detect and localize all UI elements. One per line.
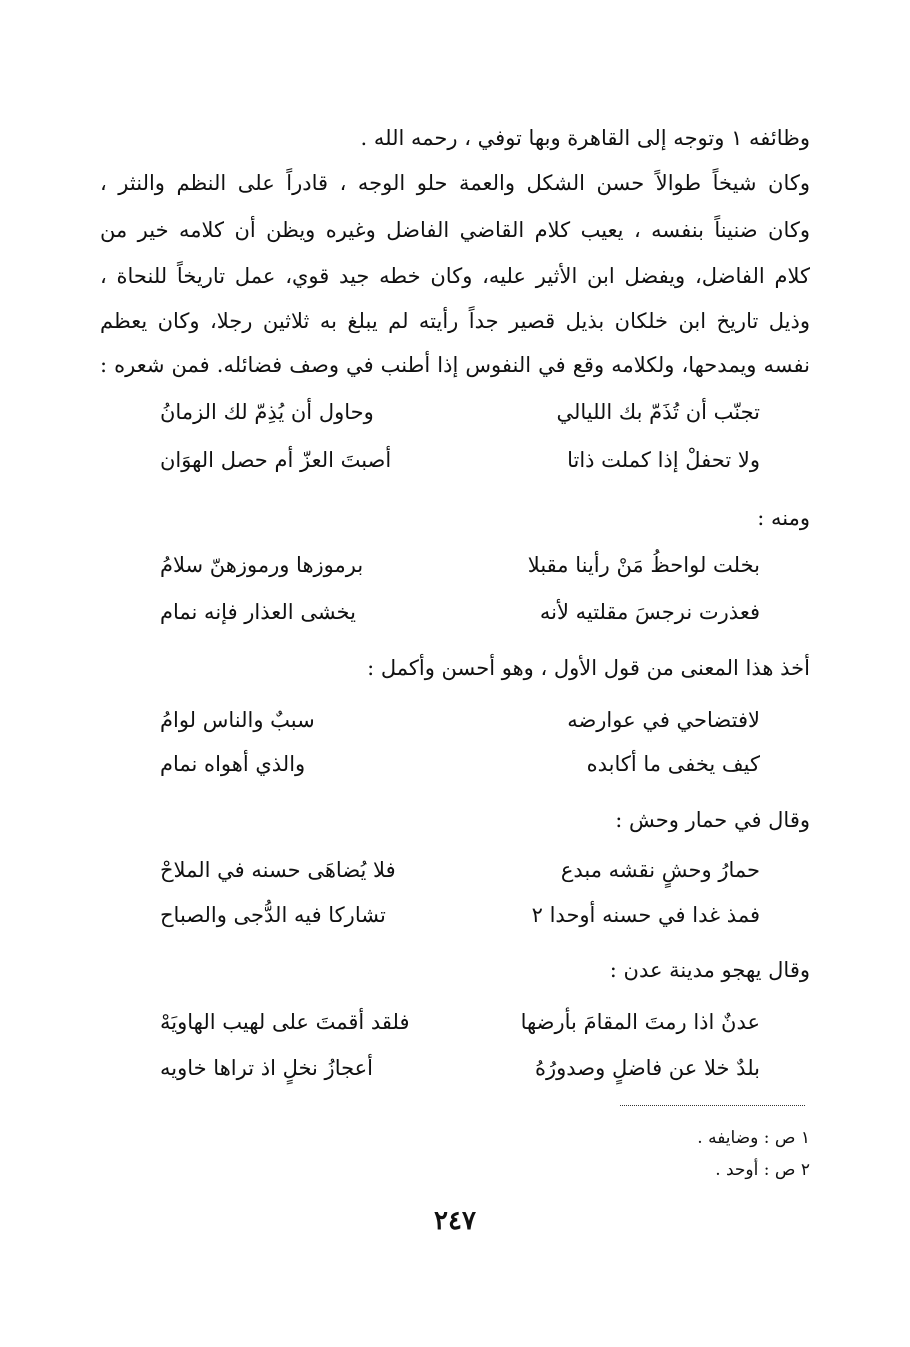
paragraph-line: وذيل تاريخ ابن خلكان بذيل قصير جداً رأيته لم يبلغ به ثلاثين رجلا، وكان يعظم xyxy=(100,309,810,333)
poem-verse xyxy=(160,850,760,890)
verse-first-hemistich: كيف يخفى ما أكابده xyxy=(586,752,760,776)
verse-second-hemistich: والذي أهواه نمام xyxy=(160,752,306,776)
verse-second-hemistich: أعجازُ نخلٍ اذ تراها خاويه xyxy=(160,1056,374,1080)
verse-first-hemistich: ولا تحفلْ إذا كملت ذاتا xyxy=(567,448,760,472)
verse-first-hemistich: بلدٌ خلا عن فاضلٍ وصدورُهُ xyxy=(534,1056,760,1080)
footnote: ٢ ص : أوحد . xyxy=(715,1160,810,1180)
section-heading: وقال في حمار وحش : xyxy=(615,808,810,832)
verse-second-hemistich: فلقد أقمتَ على لهيب الهاويَهْ xyxy=(160,1010,410,1034)
verse-first-hemistich: فمذ غدا في حسنه أوحدا ٢ xyxy=(531,903,760,927)
verse-first-hemistich: لافتضاحي في عوارضه xyxy=(567,708,760,732)
verse-second-hemistich: تشاركا فيه الدُّجى والصباح xyxy=(160,903,386,927)
footnote-divider xyxy=(620,1105,805,1106)
paragraph-line: وكان شيخاً طوالاً حسن الشكل والعمة حلو الوجه ، قادراً على النظم والنثر ، xyxy=(100,171,810,195)
verse-first-hemistich: تجنّب أن تُذَمّ بك الليالي xyxy=(556,400,760,424)
paragraph-line: كلام الفاضل، ويفضل ابن الأثير عليه، وكان خطه جيد قوي، عمل تاريخاً للنحاة ، xyxy=(100,264,810,288)
verse-first-hemistich: حمارُ وحشٍ نقشه مبدع xyxy=(560,858,760,882)
verse-second-hemistich: برموزها ورموزهنّ سلامُ xyxy=(160,553,364,577)
verse-first-hemistich: فعذرت نرجسَ مقلتيه لأنه xyxy=(539,600,760,624)
poem-verse xyxy=(160,545,760,585)
verse-second-hemistich: سببٌ والناس لوامُ xyxy=(160,708,315,732)
poem-verse xyxy=(160,1002,760,1042)
poem-verse xyxy=(160,440,760,480)
poem-verse xyxy=(160,895,760,935)
poem-verse xyxy=(160,700,760,740)
section-heading: ومنه : xyxy=(757,506,810,530)
section-heading: وقال يهجو مدينة عدن : xyxy=(609,958,810,982)
verse-first-hemistich: بخلت لواحظُ مَنْ رأينا مقبلا xyxy=(527,553,760,577)
poem-verse xyxy=(160,392,760,432)
footnote: ١ ص : وضايفه . xyxy=(697,1128,810,1148)
paragraph-line: نفسه ويمدحها، ولكلامه وقع في النفوس إذا أطنب في وصف فضائله. فمن شعره : xyxy=(100,353,810,377)
verse-second-hemistich: فلا يُضاهَى حسنه في الملاحْ xyxy=(160,858,396,882)
poem-verse xyxy=(160,744,760,784)
paragraph-line: وظائفه ١ وتوجه إلى القاهرة وبها توفي ، رحمه الله . xyxy=(360,126,810,150)
verse-second-hemistich: وحاول أن يُذِمّ لك الزمانُ xyxy=(160,400,374,424)
poem-verse xyxy=(160,592,760,632)
poem-verse xyxy=(160,1048,760,1088)
paragraph-line: وكان ضنيناً بنفسه ، يعيب كلام القاضي الفاضل وغيره ويظن أن كلامه خير من xyxy=(100,218,810,242)
verse-first-hemistich: عدنٌ اذا رمتَ المقامَ بأرضها xyxy=(520,1010,760,1034)
verse-second-hemistich: يخشى العذار فإنه نمام xyxy=(160,600,356,624)
verse-second-hemistich: أصبتَ العزّ أم حصل الهوَان xyxy=(160,448,392,472)
page-number: ٢٤٧ xyxy=(434,1206,476,1236)
section-heading: أخذ هذا المعنى من قول الأول ، وهو أحسن وأكمل : xyxy=(367,656,810,680)
